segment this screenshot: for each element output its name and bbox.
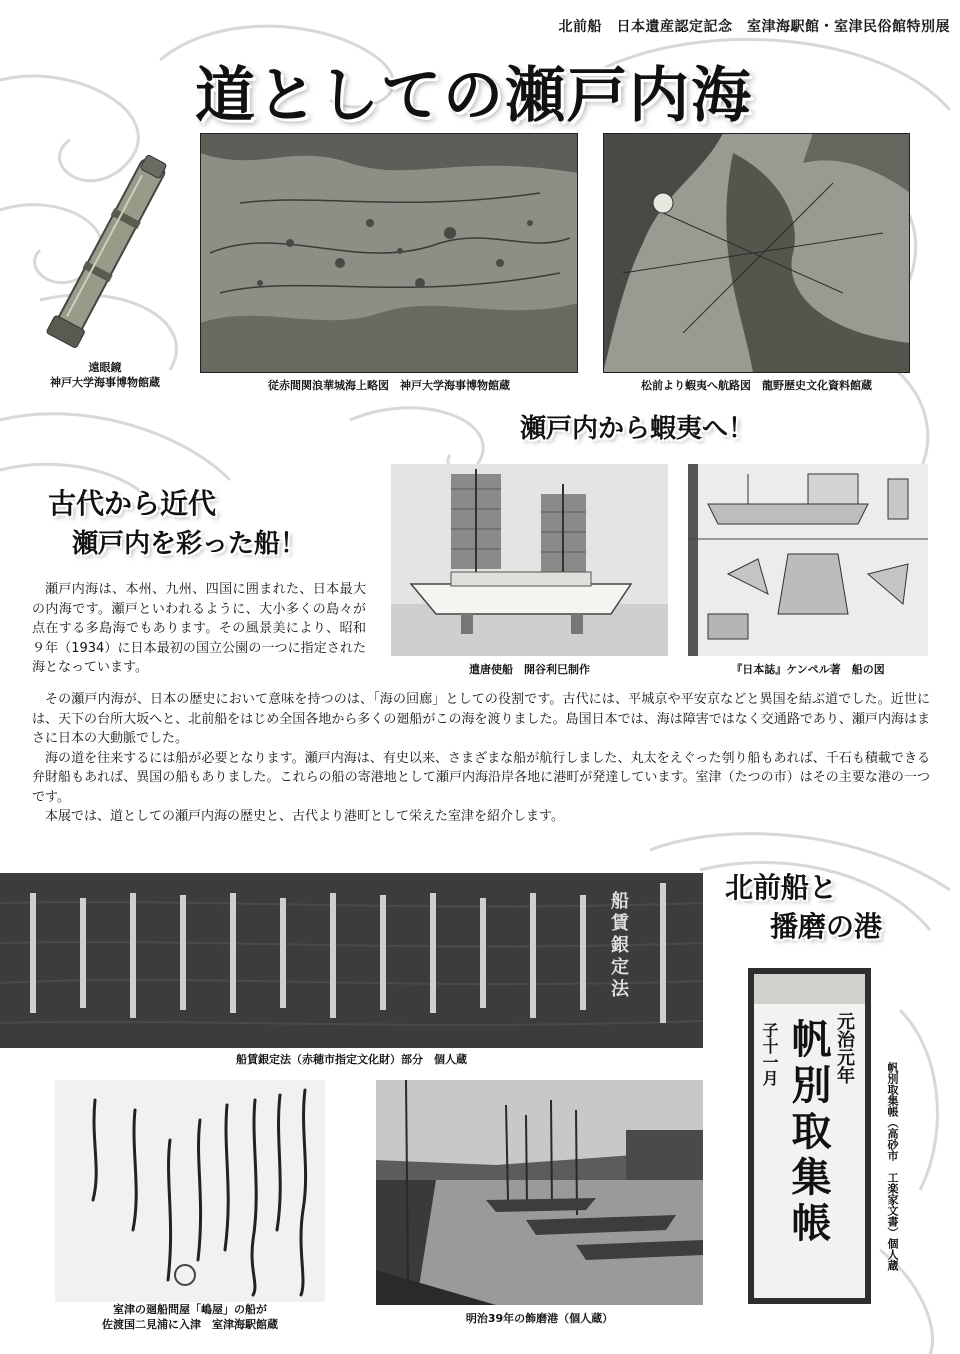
page-title: 道としての瀬戸内海	[195, 61, 753, 131]
body-paragraph-4: 本展では、道としての瀬戸内海の歴史と、古代より港町として栄えた室津を紹介します。	[45, 809, 564, 824]
kitamae-section-heading-line1: 北前船と	[725, 871, 838, 904]
body-paragraph-2: その瀬戸内海が、日本の歴史において意味を持つのは、「海の回廊」としての役割です。古代には、平城京や平安京などと異国を結ぶ道でした。近世には、天下の台所大坂へと、北前船をはじめ全国各地から多くの廻船がこの海を渡りました。島国日本では、海は障害ではなく交通路であり、瀬戸内海はまさに日本の大動脈でした。	[32, 692, 930, 746]
sea-route-map-image	[200, 133, 578, 373]
envoy-ship-model-image	[391, 464, 668, 656]
freight-fee-board-image	[0, 873, 703, 1048]
letter-caption-line1: 室津の廻船問屋「嶋屋」の船が	[113, 1303, 267, 1316]
ancient-section-heading-line1: 古代から近代	[48, 487, 217, 520]
exhibition-series-label: 北前船 日本遺産認定記念 室津海駅館・室津民俗館特別展	[558, 19, 950, 35]
ezo-section-heading: 瀬戸内から蝦夷へ！	[520, 414, 755, 444]
hobetsu-ledger-image	[748, 968, 871, 1304]
ancient-section-heading-line2: 瀬戸内を彩った船！	[72, 529, 307, 559]
freight-fee-board-caption: 船賃銀定法（赤穂市指定文化財）部分 個人蔵	[236, 1053, 467, 1066]
hobetsu-ledger-caption: 帆別取集帳（高砂市 工楽家文書）個人蔵	[886, 1062, 899, 1271]
kitamae-section-heading-line2: 播磨の港	[770, 910, 883, 943]
ledger-month: 子十一月	[760, 1022, 779, 1086]
envoy-ship-model-caption: 遣唐使船 開谷利巳制作	[469, 663, 590, 676]
ezo-route-map-caption: 松前より蝦夷へ航路図 龍野歴史文化資料館蔵	[641, 379, 872, 392]
freight-board-title: 船賃銀定法	[608, 891, 629, 1001]
ezo-route-map-image	[603, 133, 910, 373]
sea-route-map-caption: 従赤間関浪華城海上略図 神戸大学海事博物館蔵	[268, 379, 510, 392]
body-paragraph-3: 海の道を往来するには船が必要となります。瀬戸内海は、有史以来、さまざまな船が航行しました、丸太をえぐった刳り船もあれば、千石も積載できる弁財船もあれば、異国の船もありました。これらの船の寄港地として瀬戸内海沿岸各地に港町が発達しています。室津（たつの市）はその主要な港の一つです。	[32, 750, 930, 805]
kaempfer-caption: 『日本誌』ケンペル著 船の図	[731, 663, 885, 676]
kaempfer-ship-illustration-image	[688, 464, 928, 656]
intro-paragraphs-wide	[32, 690, 930, 827]
letter-caption-line2: 佐渡国二見浦に入津 室津海駅館蔵	[102, 1318, 278, 1331]
telescope-caption-line1: 遠眼鏡	[88, 361, 122, 374]
ledger-era-date: 元治元年	[834, 1012, 855, 1084]
ledger-title: 帆別取集帳	[785, 1018, 832, 1248]
shimaya-letter-image	[55, 1080, 325, 1302]
telescope-caption-line2: 神戸大学海事博物館蔵	[50, 376, 160, 389]
telescope-image	[20, 150, 195, 350]
intro-paragraph-narrow	[32, 580, 366, 678]
body-paragraph-1: 瀬戸内海は、本州、九州、四国に囲まれた、日本最大の内海です。瀬戸といわれるように、大小多くの島々が点在する多島海でもあります。その風景美により、昭和９年（1934）に日本最初の国立公園の一つに指定された海となっています。	[32, 582, 366, 675]
shikama-harbor-photo	[376, 1080, 703, 1305]
shikama-harbor-caption: 明治39年の飾磨港（個人蔵）	[465, 1312, 614, 1325]
